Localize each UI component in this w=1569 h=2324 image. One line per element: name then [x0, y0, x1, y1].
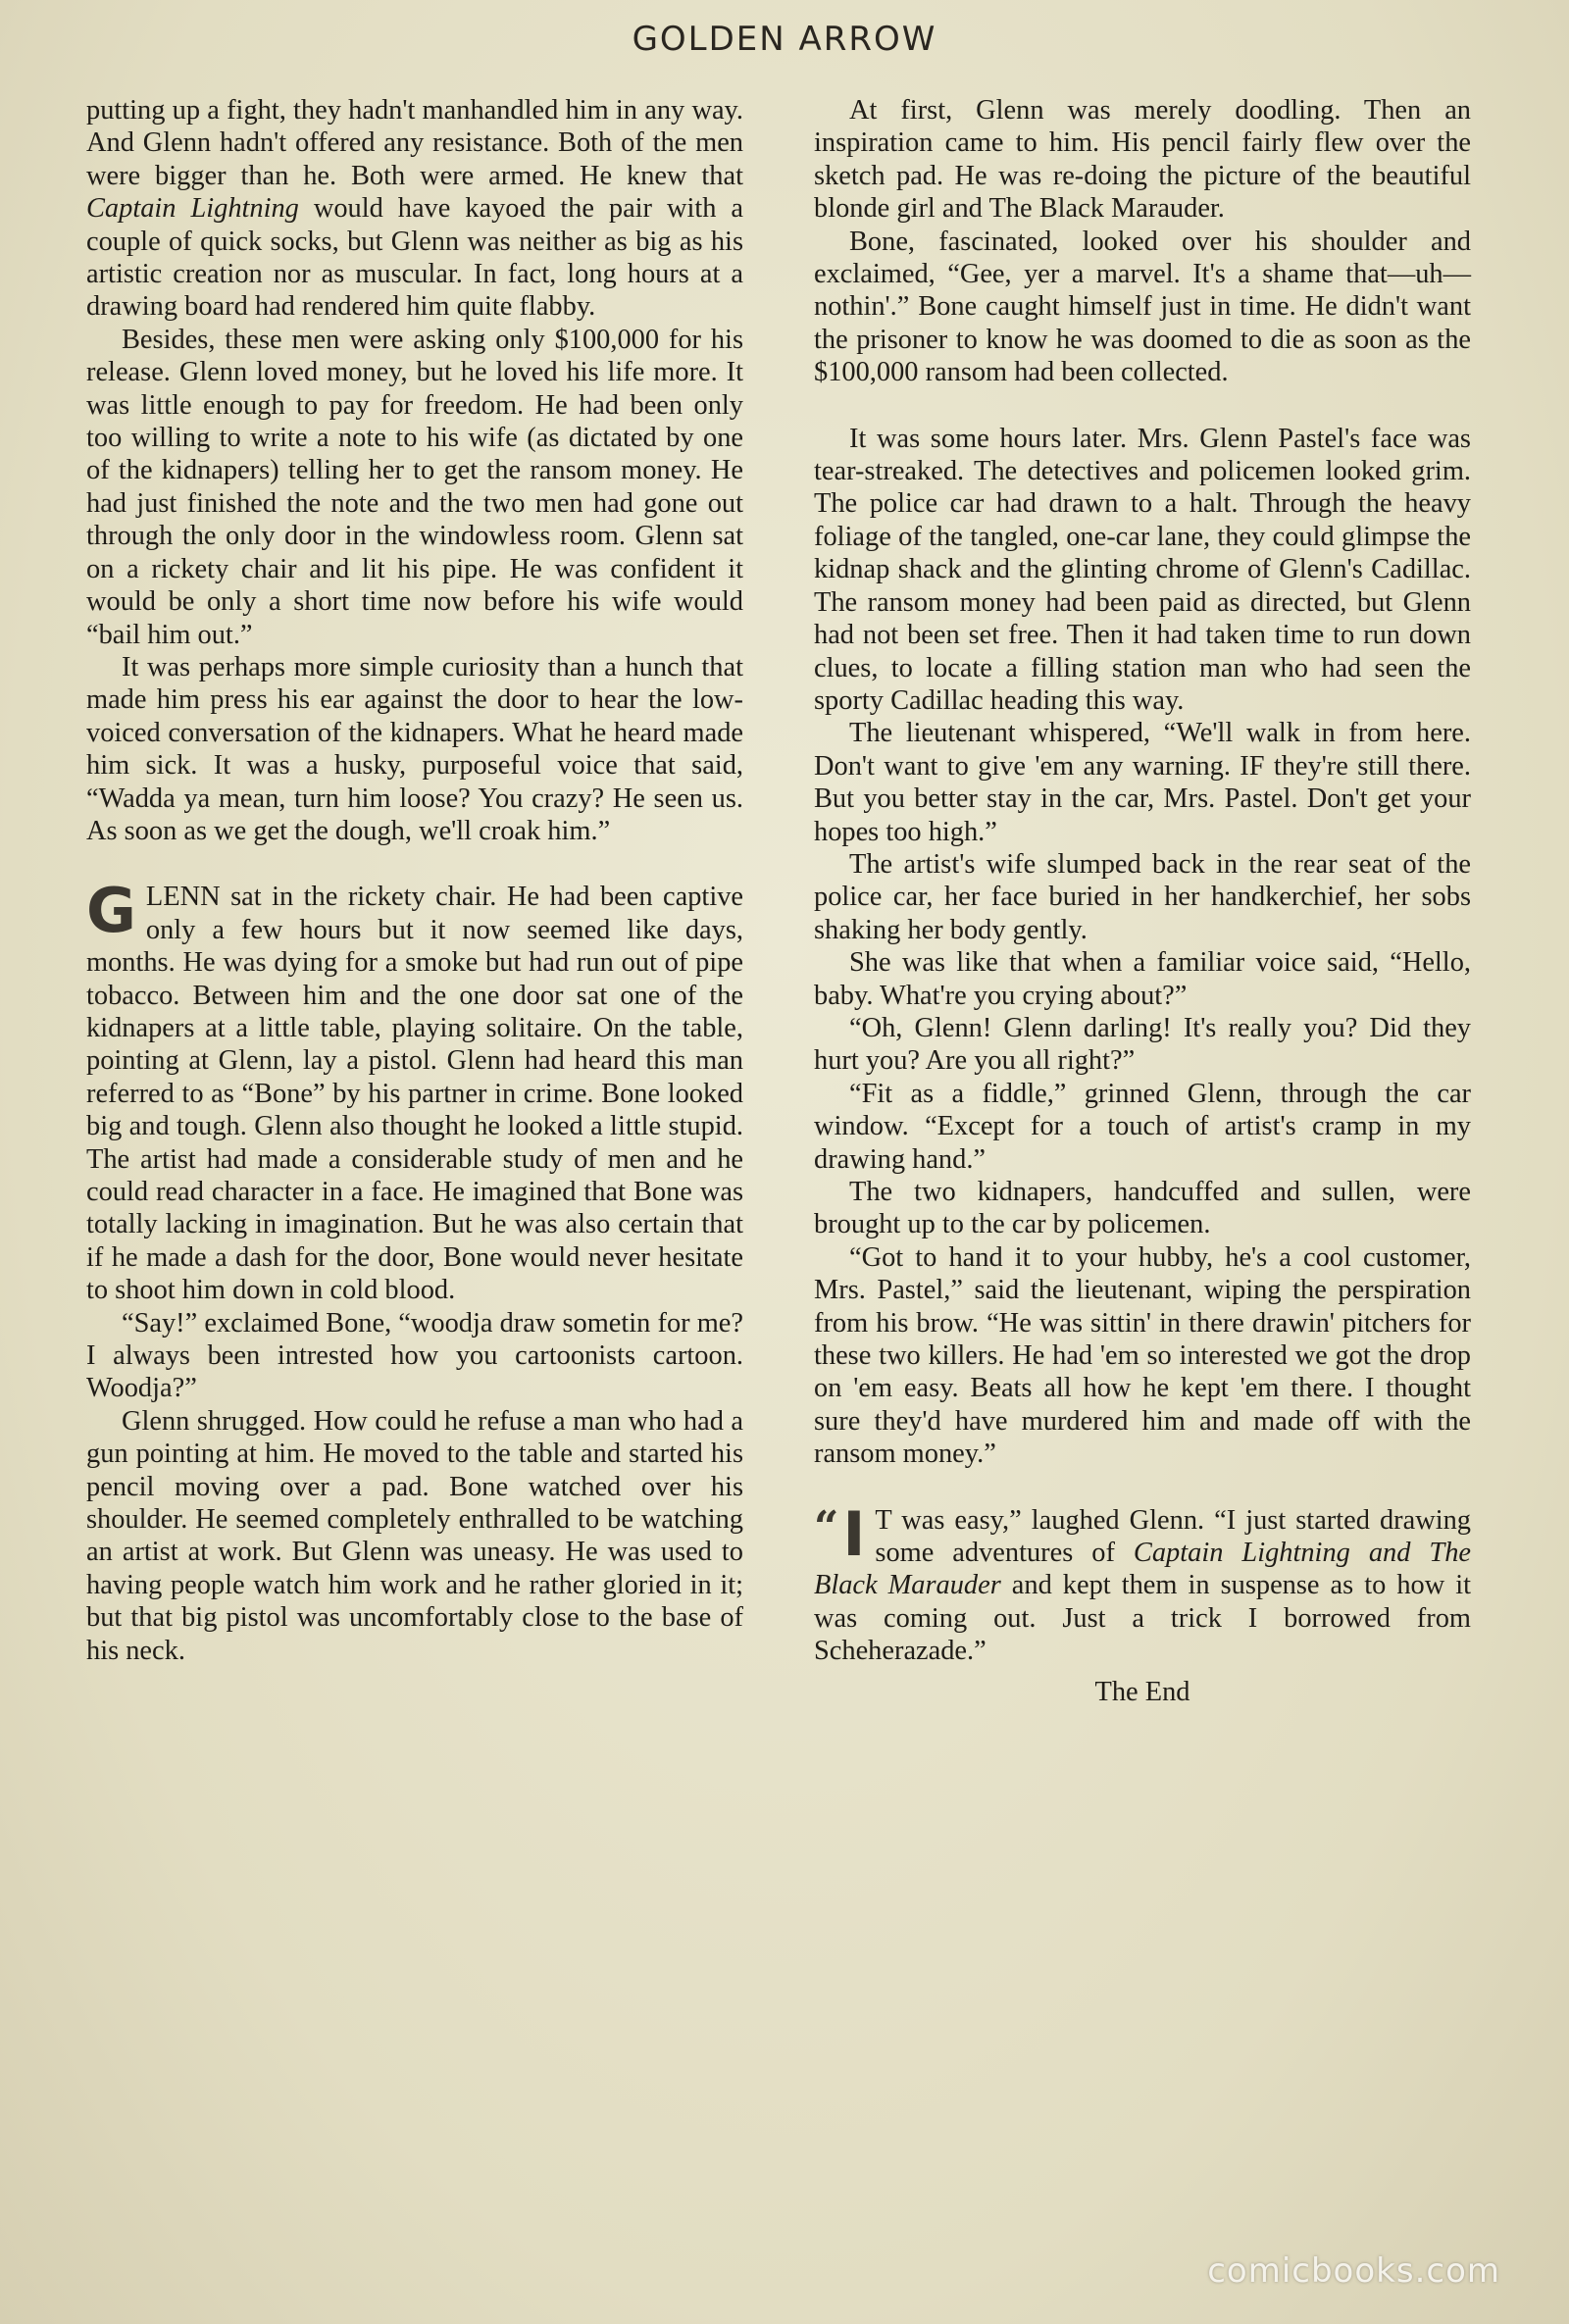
- paragraph: The two kidnapers, handcuffed and sullen, were brought up to the car by policemen.: [814, 1177, 1471, 1240]
- drop-cap: I: [842, 1497, 866, 1570]
- paragraph: “Say!” exclaimed Bone, “woodja draw sometin for me? I always been intrested how you cartoonists cartoon. Woodja?”: [86, 1307, 743, 1404]
- drop-cap: G: [86, 875, 136, 947]
- paragraph: Bone, fascinated, looked over his shoulder and exclaimed, “Gee, yer a marvel. It's a shame that—uh—nothin'.” Bone caught himself just in time. He didn't want the prisoner to know he was doomed to die as soon as the $100,000 ransom had been collected.: [814, 226, 1471, 388]
- paragraph: GLENN sat in the rickety chair. He had been captive only a few hours but it now seemed like days, months. He was dying for a smoke but had run out of pipe tobacco. Between him and the one door sat one of the kidnapers at a little table, playing solitaire. On the table, pointing at Glenn, lay a pistol. Glenn had heard this man referred to as “Bone” by his partner in crime. Bone looked big and tough. Glenn also thought he looked a little stupid. The artist had made a considerable study of men and he could read character in a face. He imagined that Bone was totally lacking in imagination. But he was also certain that if he made a dash for the door, Bone would never hesitate to shoot him down in cold blood.: [86, 875, 743, 1306]
- paragraph: It was some hours later. Mrs. Glenn Pastel's face was tear-streaked. The detectives and policemen looked grim. The police car had drawn to a halt. Through the heavy foliage of the tangled, one-car lane, they could glimpse the kidnap shack and the glinting chrome of Glenn's Cadillac. The ransom money had been paid as directed, but Glenn had not been set free. Then it had taken time to run down clues, to locate a filling station man who had seen the sporty Cadillac heading this way.: [814, 423, 1471, 716]
- left-column: [86, 94, 743, 1667]
- paragraph: “Got to hand it to your hubby, he's a cool customer, Mrs. Pastel,” said the lieutenant, wiping the perspiration from his brow. “He was sittin' in there drawin' pitchers for these two killers. He had 'em so interested we got the drop on 'em easy. Beats all how he kept 'em there. I thought sure they'd have murdered him and made off with the ransom money.”: [814, 1241, 1471, 1470]
- paragraph: The lieutenant whispered, “We'll walk in from here. Don't want to give 'em any warning. IF they're still there. But you better stay in the car, Mrs. Pastel. Don't get your hopes too high.”: [814, 718, 1471, 847]
- paragraph: “ I T was easy,” laughed Glenn. “I just started drawing some adventures of Captain Lightning and The Black Marauder and kept them in suspense as to how it was coming out. Just a trick I borrowed from Scheherazade.”: [814, 1497, 1472, 1667]
- paragraph: It was perhaps more simple curiosity than a hunch that made him press his ear against the door to hear the low-voiced conversation of the kidnapers. What he heard made him sick. It was a husky, purposeful voice that said, “Wadda ya mean, turn him loose? You crazy? He seen us. As soon as we get the dough, we'll croak him.”: [86, 651, 743, 846]
- open-quote-mark: “: [814, 1501, 839, 1552]
- paragraph: Glenn shrugged. How could he refuse a man who had a gun pointing at him. He moved to the table and started his pencil moving over a pad. Bone watched over his shoulder. He seemed completely enthralled to be watching an artist at work. But Glenn was uneasy. He was used to having people watch him work and he rather gloried in it; but that big pistol was uncomfortably close to the base of his neck.: [86, 1405, 743, 1666]
- page-header: GOLDEN ARROW: [632, 20, 937, 59]
- watermark: comicbooks.com: [1207, 2251, 1500, 2291]
- paragraph: putting up a fight, they hadn't manhandled him in any way. And Glenn hadn't offered any resistance. Both of the men were bigger than he. Both were armed. He knew that Captain Lightning would have kayoed the pair with a couple of quick socks, but Glenn was neither as big as his artistic creation nor as muscular. In fact, long hours at a drawing board had rendered him quite flabby.: [86, 95, 743, 323]
- right-column: [814, 94, 1471, 1708]
- paragraph: “Oh, Glenn! Glenn darling! It's really you? Did they hurt you? Are you all right?”: [814, 1012, 1471, 1077]
- paragraph: Besides, these men were asking only $100,000 for his release. Glenn loved money, but he loved his life more. It was little enough to pay for freedom. He had been only too willing to write a note to his wife (as dictated by one of the kidnapers) telling her to get the ransom money. He had just finished the note and the two men had gone out through the only door in the windowless room. Glenn sat on a rickety chair and lit his pipe. He was confident it would be only a short time now before his wife would “bail him out.”: [86, 324, 743, 650]
- paragraph: At first, Glenn was merely doodling. Then an inspiration came to him. His pencil fairly flew over the sketch pad. He was re-doing the picture of the beautiful blonde girl and The Black Marauder.: [814, 95, 1471, 225]
- paragraph: She was like that when a familiar voice said, “Hello, baby. What're you crying about?”: [814, 947, 1471, 1011]
- the-end-label: The End: [1094, 1676, 1190, 1707]
- paragraph: The artist's wife slumped back in the rear seat of the police car, her face buried in her handkerchief, her sobs shaking her body gently.: [814, 848, 1471, 945]
- paragraph: “Fit as a fiddle,” grinned Glenn, through the car window. “Except for a touch of artist's cramp in my drawing hand.”: [814, 1078, 1471, 1175]
